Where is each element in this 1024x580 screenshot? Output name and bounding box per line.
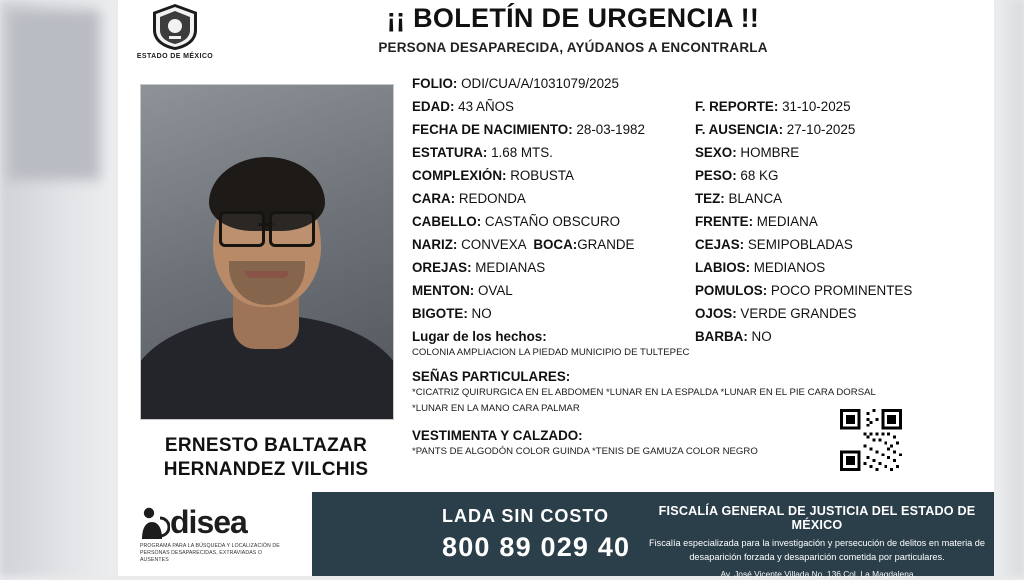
estatura-value: 1.68 MTS. [491,145,553,160]
row-orejas-labios [412,260,978,275]
vestimenta-value: *PANTS DE ALGODÓN COLOR GUINDA *TENIS DE GAMUZA COLOR NEGRO [412,445,758,457]
disea-wordmark: disea [170,504,247,540]
header [118,0,994,72]
edad-value: 43 AÑOS [458,99,514,114]
complexion-label: COMPLEXIÓN: [412,168,507,183]
peso-value: 68 KG [740,168,779,183]
row-edad-reporte [412,99,978,114]
row-folio [412,76,978,91]
page-subtitle: PERSONA DESAPARECIDA, AYÚDANOS A ENCONTRARLA [378,39,768,55]
senas-line1: *CICATRIZ QUIRURGICA EN EL ABDOMEN *LUNAR EN LA ESPALDA *LUNAR EN EL PIE CARA DORSAL [412,386,876,398]
row-lugar-barba [412,329,978,344]
fnac-value: 28-03-1982 [576,122,645,137]
fnac-label: FECHA DE NACIMIENTO: [412,122,573,137]
page-title: ¡¡ BOLETÍN DE URGENCIA !! [386,3,760,33]
pomulos-label: POMULOS: [695,283,768,298]
cejas-value: SEMIPOBLADAS [747,237,853,252]
field-nariz [412,237,695,252]
senas-label: SEÑAS PARTICULARES: [412,368,571,384]
cabello-label: CABELLO: [412,214,482,229]
field-ojos [695,306,978,321]
disea-person-icon [140,506,170,540]
folio-label: FOLIO: [412,76,458,91]
lugar-label: Lugar de los hechos: [412,329,547,344]
frente-label: FRENTE: [695,214,754,229]
institution-address: Av. José Vicente Villada No. 136 Col. La Magdalena [720,568,914,579]
pomulos-value: POCO PROMINENTES [770,283,913,298]
field-menton [412,283,695,298]
edad-label: EDAD: [412,99,455,114]
complexion-value: ROBUSTA [510,168,574,183]
labios-label: LABIOS: [695,260,751,275]
row-complexion-peso [412,168,978,183]
lugar-value: COLONIA AMPLIACION LA PIEDAD MUNICIPIO DE TULTEPEC [412,347,690,358]
field-sexo [695,145,978,160]
data-panel [412,76,978,459]
institution-name: FISCALÍA GENERAL DE JUSTICIA DEL ESTADO DE MÉXICO [658,504,976,532]
page-right-blur [994,0,1024,576]
freporte-label: F. REPORTE: [695,99,779,114]
senas-line2: *LUNAR EN LA MANO CARA PALMAR [412,402,580,414]
toll-free-block [442,506,630,563]
state-crest [136,2,214,60]
tez-label: TEZ: [695,191,725,206]
person-name [140,434,392,482]
ojos-label: OJOS: [695,306,737,321]
photo-block [140,84,392,482]
footer-brand-area [118,492,312,576]
field-peso [695,168,978,183]
row-bigote-ojos [412,306,978,321]
nariz-label: NARIZ: [412,237,458,252]
field-orejas [412,260,695,275]
bulletin-sheet [118,0,994,579]
cara-label: CARA: [412,191,456,206]
peso-label: PESO: [695,168,737,183]
field-fecha-nacimiento [412,122,695,137]
bigote-label: BIGOTE: [412,306,468,321]
field-barba [695,329,978,344]
orejas-label: OREJAS: [412,260,472,275]
nariz-value: CONVEXA [461,237,526,252]
sexo-value: HOMBRE [740,145,800,160]
cabello-value: CASTAÑO OBSCURO [484,214,621,229]
field-cabello [412,214,695,229]
disea-logo [140,506,290,564]
labios-value: MEDIANOS [753,260,826,275]
field-labios [695,260,978,275]
crest-icon [149,2,201,52]
boca-value: GRANDE [577,237,635,252]
footer-info-bar [312,492,994,579]
row-nacimiento-ausencia [412,122,978,137]
field-tez [695,191,978,206]
row-cabello-frente [412,214,978,229]
disea-tagline: PROGRAMA PARA LA BÚSQUEDA Y LOCALIZACIÓN DE PERSONAS DESAPARECIDAS, EXTRAVIADAS O AUSENTES [140,543,280,564]
cara-value: REDONDA [458,191,526,206]
person-name-line2: HERNANDEZ VILCHIS [163,458,369,480]
field-cejas [695,237,978,252]
boca-label: BOCA: [533,237,578,252]
field-lugar [412,329,695,344]
barba-value: NO [751,329,772,344]
lada-label: LADA SIN COSTO [442,506,610,526]
orejas-value: MEDIANAS [475,260,546,275]
glasses-icon [219,211,315,241]
estatura-label: ESTATURA: [412,145,488,160]
field-complexion [412,168,695,183]
field-bigote [412,306,695,321]
row-cara-tez [412,191,978,206]
field-fecha-ausencia [695,122,978,137]
fausencia-value: 27-10-2025 [786,122,856,137]
title-block [268,4,878,55]
phone-number: 800 89 029 40 [442,532,631,562]
qr-code-icon [840,409,902,471]
field-cara [412,191,695,206]
freporte-value: 31-10-2025 [782,99,851,114]
page-left-blur [0,0,118,576]
sexo-label: SEXO: [695,145,737,160]
field-pomulos [695,283,978,298]
institution-block [642,504,992,580]
menton-label: MENTON: [412,283,475,298]
field-edad [412,99,695,114]
ojos-value: VERDE GRANDES [740,306,857,321]
vestimenta-label: VESTIMENTA Y CALZADO: [412,427,583,443]
field-folio [412,76,978,91]
folio-value: ODI/CUA/A/1031079/2025 [461,76,619,91]
menton-value: OVAL [477,283,513,298]
barba-label: BARBA: [695,329,748,344]
frente-value: MEDIANA [756,214,818,229]
row-estatura-sexo [412,145,978,160]
crest-label: ESTADO DE MÉXICO [136,53,214,60]
row-menton-pomulos [412,283,978,298]
institution-description: Fiscalía especializada para la investigación y persecución de delitos en materia de desaparición forzada y desaparición cometida por particulares. [648,538,986,562]
tez-value: BLANCA [728,191,783,206]
bigote-value: NO [471,306,492,321]
qr-code[interactable] [840,409,902,471]
fausencia-label: F. AUSENCIA: [695,122,784,137]
row-nariz-cejas [412,237,978,252]
footer [118,492,994,579]
field-estatura [412,145,695,160]
field-frente [695,214,978,229]
field-fecha-reporte [695,99,978,114]
cejas-label: CEJAS: [695,237,745,252]
person-photo [140,84,394,420]
person-name-line1: ERNESTO BALTAZAR [164,435,368,456]
